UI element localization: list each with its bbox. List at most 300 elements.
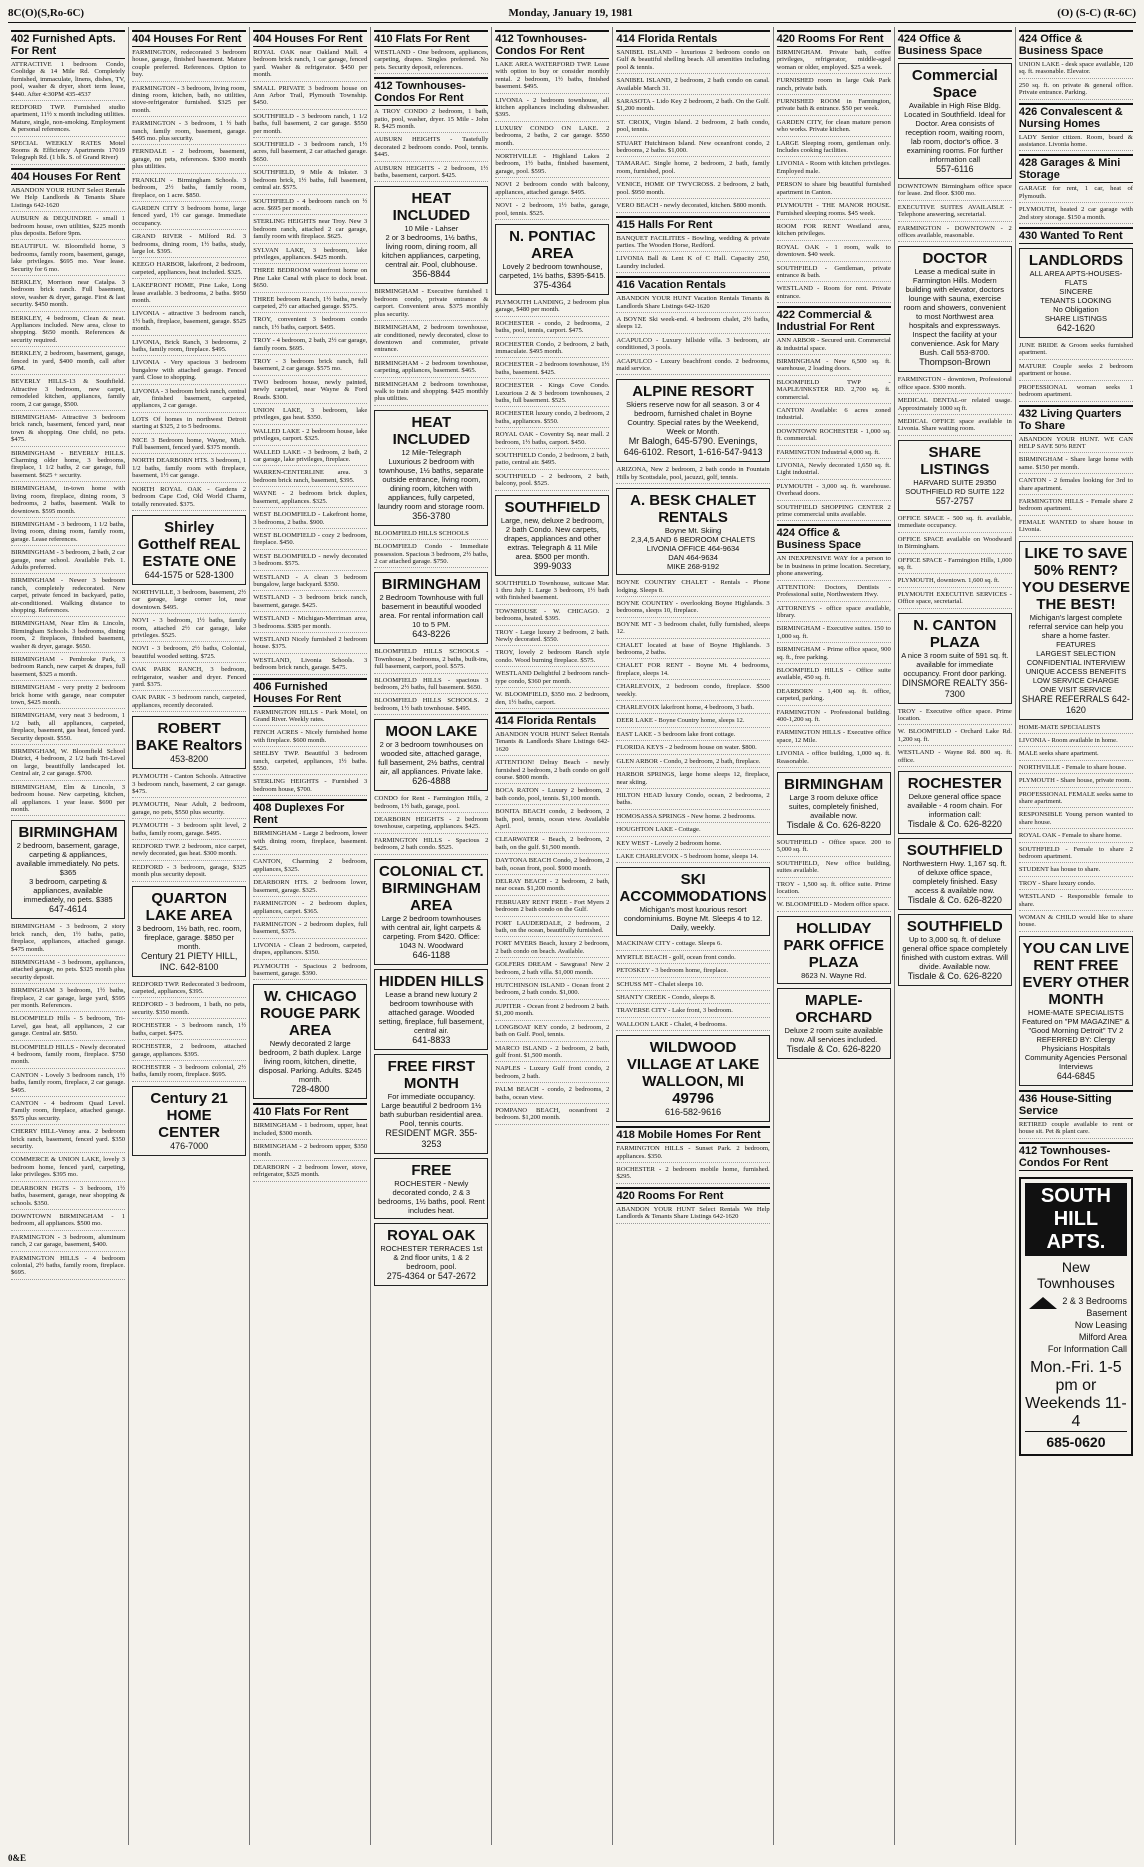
classified-ad: PLYMOUTH EXECUTIVE SERVICES - Office space, secretarial. <box>898 591 1012 609</box>
south-hill-title: SOUTH HILL APTS. <box>1025 1183 1127 1256</box>
classified-ad: BIRMINGHAM - 3 bedroom, 2 story brick ranch, den, 1½ baths, patio, fireplace, appliances, attached garage. $475 month. <box>11 923 125 956</box>
display-ad-line: Deluxe general office space available - 4 room chain. For information call: <box>907 791 1003 819</box>
classified-column <box>1016 27 1136 1845</box>
display-ad-line: CONFIDENTIAL INTERVIEW <box>1026 657 1126 667</box>
display-ad-box <box>132 716 246 769</box>
classified-ad: GRAND RIVER - Milford Rd. 3 bedrooms, dining room, 1½ baths, study, large lot. $395. <box>132 233 246 258</box>
section-heading <box>253 678 367 707</box>
classified-ad: LOTS Of homes in northwest Detroit starting at $325, 2 to 5 bedrooms. <box>132 416 246 434</box>
display-ad-line: Lease a medical suite in Farmington Hills. Modern building with elevator, doctors lounge with sauna, exercise room and showers, convenient to most Northwest area hospitals and expressways. Inspect the facility at your convenience. Ask for Mary Bush. Call 553-8700. <box>903 267 1006 358</box>
classified-ad: NOVI - 3 bedroom, 1½ baths, family room, attached 2½ car garage, lake privileges. $525. <box>132 617 246 642</box>
classified-ad: DEARBORN HGTS - 3 bedroom, 1½ baths, basement, garage, near shopping & schools. $350. <box>11 1185 125 1210</box>
section-title: Office & Business Space <box>776 527 862 552</box>
display-ad-phone: 375-4364 <box>533 279 572 290</box>
south-hill-feature: Basement <box>1086 1307 1127 1318</box>
classified-ad: CANTON, Charming 2 bedroom, appliances, $325. <box>253 858 367 876</box>
classified-ad: BONITA BEACH condo, 2 bedroom, 2 bath, pool, tennis, ocean view. Available April. <box>495 808 609 833</box>
classified-ad: FENCH ACRES - Nicely furnished home with fireplace. $600 month. <box>253 729 367 747</box>
display-ad-phone: Century 21 PIETY HILL, INC. 642-8100 <box>140 950 238 972</box>
classified-ad: PLYMOUTH - 3 bedroom split level, 2 baths, family room, garage. $495. <box>132 822 246 840</box>
classified-column <box>774 27 895 1845</box>
display-ad-title: SHARE LISTINGS <box>920 443 990 478</box>
page-footer: 0&E <box>8 1853 26 1863</box>
classified-ad: WOMAN & CHILD would like to share house. <box>1019 914 1133 932</box>
display-ad-box <box>898 246 1012 372</box>
classified-ad: FURNISHED ROOM in Farmington, private bath & entrance. $50 per week. <box>777 98 891 116</box>
classified-ad: REDFORD - 3 bedroom, 1 bath, no pets, security. $350 month. <box>132 1001 246 1019</box>
classified-ad: LIVONIA, Newly decorated 1,650 sq. ft. Light industrial. <box>777 462 891 480</box>
classified-ad: BIRMINGHAM- Attractive 3 bedroom brick ranch, basement, fenced yard, near town & shopping. One child, no pets. $475. <box>11 414 125 447</box>
classified-ad: SOUTHFIELD, 9 Mile & Inkster. 3 bedroom brick, 1½ baths, full basement, central air. $575. <box>253 169 367 194</box>
classified-ad: SOUTHFIELD - 2 bedroom, 2 bath, balcony, pool. $525. <box>495 473 609 491</box>
classified-ad: CANTON - 4 bedroom Quad Level. Family room, fireplace, attached garage. $575 plus security. <box>11 1100 125 1125</box>
south-hill-feature: 2 & 3 Bedrooms <box>1062 1295 1127 1306</box>
classified-ad: BERKLEY, Morrison near Catalpa. 3 bedroom brick ranch. Full basement, stove, washer & dryer, garage. First & last security. $450 month. <box>11 279 125 312</box>
classified-ad: WESTLAND - A clean 3 bedroom bungalow, large backyard. $350. <box>253 574 367 592</box>
classified-ad: FARMINGTON HILLS - Sunset Park. 2 bedroom, appliances. $350. <box>616 1145 769 1163</box>
display-ad-line: TENANTS LOOKING <box>1040 296 1112 306</box>
classified-ad: KEY WEST - Lovely 2 bedroom home. <box>616 840 769 850</box>
south-hill-phone: 685-0620 <box>1025 1431 1127 1450</box>
classified-ad: ROCHESTER - 3 bedroom colonial, 2½ baths, family room, fireplace. $695. <box>132 1064 246 1082</box>
section-heading <box>1019 227 1133 244</box>
classified-ad: FEBRUARY RENT FREE - Fort Myers 2 bedroom 2 bath condo on the Gulf. <box>495 899 609 917</box>
section-heading <box>616 30 769 47</box>
display-ad-box <box>898 838 1012 910</box>
display-ad-line: LARGEST SELECTION <box>1036 648 1116 658</box>
classified-ad: BIRMINGHAM - BEVERLY HILLS. Charming older home, 3 bedrooms, fireplace, 1 1/2 baths, 2 car garage, full basement. $625 + security. <box>11 450 125 483</box>
classified-ad: FRANKLIN - Birmingham Schools. 3 bedroom, 2½ baths, family room, fireplace, on 1 acre. $850. <box>132 177 246 202</box>
classified-ad: W. BLOOMFIELD, $350 mo. 2 bedroom, den, 1½ baths, carport. <box>495 691 609 709</box>
classified-ad: SCHUSS MT - Chalet sleeps 10. <box>616 981 769 991</box>
display-ad-box <box>616 488 769 575</box>
section-number: 404 <box>132 33 151 45</box>
display-ad-phone: 728-4800 <box>291 1084 330 1095</box>
display-ad-title: MOON LAKE <box>385 723 478 741</box>
classified-ad: MATURE Couple seeks 2 bedroom apartment or house. <box>1019 363 1133 381</box>
section-heading <box>11 168 125 185</box>
display-ad-box <box>495 224 609 295</box>
classified-ad: BIRMINGHAM, Elm & Lincoln, 3 bedroom house. New carpeting, kitchen, all appliances. 1 year lease. $690 per month. <box>11 784 125 817</box>
classified-ad: GOLFERS DREAM - Sawgrass! New 2 bedroom, 2 bath villa. $1,000 month. <box>495 961 609 979</box>
classified-ad: MARCO ISLAND - 2 bedroom, 2 bath, gulf front. $1,500 month. <box>495 1045 609 1063</box>
classified-ad: LIVONIA - Clean 2 bedroom, carpeted, drapes, appliances. $350. <box>253 942 367 960</box>
section-title: Commercial & Industrial For Rent <box>776 309 875 334</box>
display-ad-title: Century 21 HOME CENTER <box>150 1089 228 1141</box>
classified-ad: LARGE Sleeping room, gentleman only. Includes cooking facilities. <box>777 140 891 158</box>
classified-ad: GLEN ARBOR - Condo, 2 bedroom, 2 bath, fireplace. <box>616 758 769 768</box>
classified-ad: SOUTHFIELD - Office space. 200 to 5,000 sq. ft. <box>777 839 891 857</box>
classified-ad: SOUTHFIELD - 3 bedroom ranch, 1 1/2 baths, full basement, 2 car garage. $550 per month. <box>253 113 367 138</box>
classified-ad: BLOOMFIELD HILLS SCHOOLS. 2 bedroom, 1½ bath townhouse. $495. <box>374 697 488 715</box>
display-ad-line: Lovely 2 bedroom townhouse, carpeted, 1½ baths, $395-$415. <box>499 261 606 280</box>
classified-ad: A BOYNE Ski week-end. 4 bedroom chalet, 2½ baths, sleeps 12. <box>616 316 769 334</box>
classified-column <box>371 27 492 1845</box>
section-number: 408 <box>253 802 272 815</box>
classified-ad: WESTLAND - One bedroom, appliances, carpeting, drapes. Singles preferred. No pets. Security deposit, references. <box>374 49 488 74</box>
section-heading <box>1019 154 1133 183</box>
classified-ad: ROCHESTER - 2 bedroom mobile home, furnished. $295. <box>616 1166 769 1184</box>
classified-ad: AUBURN HEIGHTS - 2 bedroom, 1½ baths, basement, carport. $425. <box>374 165 488 183</box>
display-ad-title: FREE <box>411 1161 452 1179</box>
classified-ad: BERKLEY, 2 bedroom, basement, garage, fenced in yard, $400 month, call after 6PM. <box>11 350 125 375</box>
display-ad-line: Michigan's largest complete referral service can help you share a home faster. <box>1028 612 1124 640</box>
display-ad-title: N. CANTON PLAZA <box>913 616 997 651</box>
classified-ad: OAK PARK - 3 bedroom ranch, carpeted, appliances, recently decorated. <box>132 694 246 712</box>
classified-ad: PROFESSIONAL FEMALE seeks same to share apartment. <box>1019 791 1133 809</box>
classified-ad: LIVONIA - Very spacious 3 bedroom bungalow with attached garage. Fenced yard. Close to shopping. <box>132 359 246 384</box>
display-ad-line: LIVONIA OFFICE 464-9634 <box>646 544 740 554</box>
classified-ad: DEARBORN HTS. 2 bedroom lower, basement, garage. $325. <box>253 879 367 897</box>
display-ad-line: 2 bedroom, basement, garage, carpeting & appliances, available immediately. No pets. $365 <box>16 841 120 878</box>
classified-ad: TROY, convenient 3 bedroom condo ranch, 1½ baths, carport. $495. <box>253 316 367 334</box>
display-ad-box <box>11 820 125 919</box>
south-hill-feature: Milford Area <box>1078 1331 1127 1342</box>
classified-ad: LUXURY CONDO ON LAKE. 2 bedrooms, 2 baths, 2 car garage. $550 month. <box>495 125 609 150</box>
section-number: 424 <box>1018 33 1038 45</box>
classified-ad: W. BLOOMFIELD - Modern office space. <box>777 901 891 911</box>
display-ad-line: SINCERE <box>1059 287 1093 297</box>
classified-ad: FARMINGTON - 3 bedroom, 1 ½ bath ranch, family room, basement, garage. $495 mo. plus security. <box>132 120 246 145</box>
classified-ad: CHARLEVOIX lakefront home, 4 bedroom, 3 bath. <box>616 704 769 714</box>
display-ad-line: Lease a brand new luxury 2 bedroom townhouse with attached garage. Wooded setting, fireplace, full basement, central air. <box>378 989 485 1035</box>
classified-ad: WALLED LAKE - 2 bedroom house, lake privileges, carport. $325. <box>253 428 367 446</box>
classified-ad: WESTLAND Delightful 2 bedroom ranch-type condo, $360 per month. <box>495 670 609 688</box>
display-ad-box <box>374 186 488 284</box>
classified-ad: BIRMINGHAM - 3 bedroom, 1 1/2 baths, living room, dining room, family room, garage. Lease references. <box>11 521 125 546</box>
classified-ad: FARMINGTON - downtown, Professional office space. $300 month. <box>898 376 1012 394</box>
classified-ad: REDFORD TWP. 2 bedroom, nice carpet, newly decorated, gas heat. $300 month. <box>132 843 246 861</box>
classified-ad: SMALL PRIVATE 3 bedroom house on Ann Arbor Trail, Plymouth Township. $450. <box>253 85 367 110</box>
display-ad-box <box>132 1086 246 1156</box>
classified-ad: BIRMINGHAM - very pretty 2 bedroom brick home with garage, near computer town, $425 month. <box>11 684 125 709</box>
display-ad-phone: Tisdale & Co. 626-8220 <box>907 818 1002 829</box>
classified-ad: SOUTHFIELD Condo, 2 bedroom, 2 bath, patio, central air. $495. <box>495 452 609 470</box>
section-number: 404 <box>11 170 30 183</box>
classified-ad: JUNE BRIDE & Groom seeks furnished apartment. <box>1019 342 1133 360</box>
display-ad-box <box>777 916 891 984</box>
classified-ad: WESTLAND, Livonia Schools. 3 bedroom brick ranch, garage. $475. <box>253 657 367 675</box>
classified-ad: CLEARWATER - Beach, 2 bedroom, 2 bath, on the gulf. $1,500 month. <box>495 836 609 854</box>
classified-ad: LIVONIA - 2 bedroom townhouse, all kitchen appliances including dishwasher. $395. <box>495 97 609 122</box>
display-ad-phone: 453-8200 <box>170 754 209 765</box>
classified-ad: FURNISHED room in large Oak Park ranch, private bath. <box>777 77 891 95</box>
classified-ad: POMPANO BEACH, oceanfront 2 bedroom. $1,200 month. <box>495 1107 609 1125</box>
classified-ad: TWO bedroom house, newly painted, newly carpeted, near Wayne & Ford Roads. $300. <box>253 379 367 404</box>
display-ad-title: MAPLE-ORCHARD <box>795 991 873 1026</box>
classified-ad: ROCHESTER - 3 bedroom ranch, 1½ baths, carpet. $475. <box>132 1022 246 1040</box>
section-heading <box>1019 1090 1133 1119</box>
section-heading <box>132 30 246 47</box>
display-ad-phone: 647-4614 <box>49 904 88 915</box>
display-ad-title: HEAT INCLUDED <box>392 190 471 225</box>
classified-ad: THREE BEDROOM waterfront home on Pine Lake Canal with place to dock boat. $650. <box>253 267 367 292</box>
columns-container <box>8 27 1136 1845</box>
classified-ad: BIRMINGHAM. Private bath, coffee privileges, refrigerator, middle-aged woman or older, employed. $25 a week. <box>777 49 891 74</box>
section-heading <box>777 306 891 335</box>
section-number: 406 <box>253 680 272 693</box>
display-ad-line: 2 Bedroom Townhouse with full basement in beautiful wooded area. For rental information call 10 to 5 PM. <box>379 593 484 630</box>
classified-ad: FARMINGTON HILLS - Female share 2 bedroom apartment. <box>1019 498 1133 516</box>
section-title: Houses For Rent <box>32 170 121 183</box>
display-ad-title: BIRMINGHAM <box>784 776 884 793</box>
section-number: 412 <box>374 80 393 93</box>
classified-ad: JUPITER - Ocean front 2 bedroom 2 bath. $1,200 month. <box>495 1003 609 1021</box>
classified-ad: WESTLAND - Michigan-Merriman area, 3 bedrooms. $385 per month. <box>253 615 367 633</box>
classified-ad: CANTON - 2 females looking for 3rd to share apartment. <box>1019 477 1133 495</box>
classified-ad: SANIBEL ISLAND - luxurious 2 bedroom condo on Gulf & beautiful shelling beach. All amenities including pool & tennis. <box>616 49 769 74</box>
classified-ad: COMMERCE & UNION LAKE, lovely 3 bedroom home, fenced yard, carpeting, lake privileges. $395 mo. <box>11 1156 125 1181</box>
display-ad-phone: SHARE REFERRALS 642-1620 <box>1021 693 1130 715</box>
classified-ad: ABANDON YOUR HUNT Select Rentals We Help Landlords & Tenants Share Listings 642-1620 <box>11 187 125 212</box>
display-ad-phone: 275-4364 or 547-2672 <box>386 1270 476 1281</box>
classified-ad: ATTRACTIVE 1 bedroom Condo, Coolidge & 14 Mile Rd. Completely furnished, immaculate, linens, dishes, TV, pool, washer & dryer, short term lease, $440. After 4:30PM 435-4537 <box>11 61 125 101</box>
classified-ad: TROY - 3 bedroom brick ranch, full basement, 2 car garage. $575 mo. <box>253 358 367 376</box>
display-ad-line: 2,3,4,5 AND 6 BEDROOM CHALETS <box>630 535 756 545</box>
classified-ad: ST. CROIX, Virgin Island. 2 bedroom, 2 bath condo, pool, tennis. <box>616 119 769 137</box>
classified-ad: WEST BLOOMFIELD - cozy 2 bedroom, fireplace. $450. <box>253 532 367 550</box>
classified-ad: DEARBORN HEIGHTS - 2 bedroom townhouse, carpeting, appliances. $425. <box>374 816 488 834</box>
section-title: Florida Rentals <box>637 33 718 45</box>
display-ad-phone: DINSMORE REALTY 356-7300 <box>901 677 1008 699</box>
classified-ad: TROY - Executive office space. Prime location. <box>898 708 1012 726</box>
section-title: Garages & Mini Storage <box>1018 157 1121 182</box>
classified-ad: FARMINGTON - 3 bedroom, living room, dining room, kitchen, bath, no utilities, stove-refrigerator furnished. $325 per month. <box>132 85 246 118</box>
classified-ad: RETIRED couple available to rent or house sit. Pet & plant care. <box>1019 1121 1133 1139</box>
classified-ad: TOWNHOUSE - W. CHICAGO. 2 bedrooms, heated. $395. <box>495 608 609 626</box>
classified-ad: BEVERLY HILLS-13 & Southfield. Attractive 3 bedroom, new carpet, remodeled kitchen, appliances, family room, 2 car garage, $500. <box>11 378 125 411</box>
display-ad-line: FEATURES <box>1056 639 1096 649</box>
display-ad-line: Boyne Mt. Skiing <box>664 526 722 536</box>
south-hill-subtitle: New Townhouses <box>1036 1258 1115 1291</box>
classified-ad: BLOOMFIELD HILLS SCHOOLS <box>374 530 488 540</box>
classified-ad: STERLING HEIGHTS - Furnished 3 bedroom house, $700. <box>253 778 367 796</box>
section-title: House-Sitting Service <box>1018 1092 1112 1117</box>
display-ad-box <box>132 886 246 977</box>
display-ad-box <box>777 772 891 835</box>
classified-ad: 250 sq. ft. on private & general office. Private entrance. Parking. <box>1019 82 1133 100</box>
display-ad-box <box>616 379 769 462</box>
section-title: Living Quarters To Share <box>1018 407 1122 432</box>
display-ad-title: SKI ACCOMMODATIONS <box>619 871 767 906</box>
display-ad-line: Available in High Rise Bldg. Located in Southfield. Ideal for Doctor. Area consists of reception room, waiting room, lab room, doctor's office. 3 examining rooms. For further information call <box>904 101 1006 164</box>
display-ad-title: ROCHESTER <box>907 774 1002 792</box>
south-hill-feature: For Information Call <box>1047 1343 1127 1354</box>
classified-ad: BOYNE COUNTRY CHALET - Rentals - Phone lodging. Sleeps 8. <box>616 579 769 597</box>
section-heading <box>777 524 891 553</box>
classified-ad: BLOOMFIELD HILLS - Office suite available, 450 sq. ft. <box>777 667 891 685</box>
section-number: 414 <box>495 714 514 727</box>
classified-ad: BIRMINGHAM - Pembroke Park, 3 bedroom Ranch, new carpet & drapes, full basement, $325 a month. <box>11 656 125 681</box>
classified-ad: ROCHESTER - Kings Cove Condo. Luxurious 2 & 3 bedroom townhouses, 2 baths, full basement. $525. <box>495 382 609 407</box>
classified-ad: ACAPULCO - Luxury hillside villa. 3 bedroom, air conditioned, 3 pools. <box>616 337 769 355</box>
display-ad-line: 10 Mile - Lahser <box>404 224 459 234</box>
classified-ad: PETOSKEY - 3 bedroom home, fireplace. <box>616 967 769 977</box>
display-ad-title: SOUTHFIELD <box>906 917 1003 935</box>
section-heading <box>495 30 609 59</box>
classified-column <box>129 27 250 1845</box>
classified-ad: LIVONIA, Brick Ranch, 3 bedrooms, 2 baths, family room, fireplace. $495. <box>132 339 246 357</box>
classified-ad: SOUTHFIELD SHOPPING CENTER 2 prime commercial units available. <box>777 504 891 522</box>
classified-ad: BIRMINGHAM - 2 bedroom upper, $350 month. <box>253 1143 367 1161</box>
display-ad-box <box>374 969 488 1050</box>
classified-ad: BLOOMFIELD HILLS SCHOOLS - Townhouse, 2 bedrooms, 2 baths, built-ins, full basement, carport, pool. $575. <box>374 648 488 673</box>
section-title: Flats For Rent <box>274 1106 349 1119</box>
display-ad-line: UNIQUE ACCESS BENEFITS <box>1025 666 1127 676</box>
section-title: Houses For Rent <box>153 33 242 45</box>
page-header <box>8 6 1136 23</box>
display-ad-title: SOUTHFIELD <box>504 498 601 516</box>
display-ad-line: REFERRED BY: Clergy Physicians Hospitals Community Agencies Personal Interviews <box>1024 1034 1127 1071</box>
display-ad-phone: 642-1620 <box>1056 323 1095 334</box>
classified-ad: BLOOMFIELD Condo - Immediate possession. Spacious 3 bedroom, 2½ baths, 2 car attached garage. $750. <box>374 543 488 568</box>
section-number: 424 <box>897 33 917 45</box>
classified-ad: CANTON - Lovely 3 bedroom ranch, 1½ baths, family room, fireplace, 2 car garage. $495. <box>11 1072 125 1097</box>
display-ad-phone: Tisdale & Co. 626-8220 <box>907 970 1002 981</box>
display-ad-title: BIRMINGHAM <box>381 576 481 594</box>
display-ad-phone: 356-3780 <box>412 510 451 521</box>
classified-ad: BIRMINGHAM - Share large home with same. $150 per month. <box>1019 456 1133 474</box>
section-heading <box>1019 405 1133 434</box>
display-ad-box <box>374 719 488 791</box>
classified-ad: GARAGE for rent, 1 car, heat of Plymouth. <box>1019 185 1133 203</box>
classified-ad: BIRMINGHAM, W. Bloomfield School District, 4 bedroom, 2 1/2 bath Tri-Level on large, beautifully landscaped lot. Central air, 2 car garage. $700. <box>11 748 125 781</box>
classified-ad: PROFESSIONAL woman seeks 1 bedroom apartment. <box>1019 384 1133 402</box>
classified-ad: DEER LAKE - Boyne Country home, sleeps 12. <box>616 717 769 727</box>
classified-ad: FORT MYERS Beach, luxury 2 bedroom, 2 bath condo on beach. Available. <box>495 940 609 958</box>
south-hill-feature: Now Leasing <box>1074 1319 1127 1330</box>
section-title: Duplexes For Rent <box>253 802 345 827</box>
classified-ad: AN INEXPENSIVE WAY for a person to be in business in prime location. Secretary, phone answering. <box>777 555 891 580</box>
display-ad-line: Newly decorated 2 large bedroom, 2 bath duplex. Large living room, kitchen, dinette, disposal. Parking. Adults. $245 month. <box>258 1039 362 1085</box>
classified-ad: DAYTONA BEACH Condo, 2 bedroom, 2 bath, ocean front, pool. $900 month. <box>495 857 609 875</box>
classified-ad: BIRMINGHAM - 2 bedroom townhouse, carpeting, appliances, basement. $465. <box>374 360 488 378</box>
classified-ad: FARMINGTON - 3 bedroom, aluminum ranch, 2 car garage, basement, $400. <box>11 1234 125 1252</box>
classified-ad: FERNDALE - 2 bedroom, basement, garage, no pets, references. $300 month plus utilities. <box>132 148 246 173</box>
classified-ad: PLYMOUTH - Canton Schools. Attractive 3 bedroom ranch, basement, 2 car garage. $475. <box>132 773 246 798</box>
display-ad-line: 8623 N. Wayne Rd. <box>801 970 867 980</box>
classified-ad: TRAVERSE CITY - Lake front, 3 bedroom. <box>616 1007 769 1017</box>
display-ad-title: HIDDEN HILLS <box>378 972 484 990</box>
classified-ad: STERLING HEIGHTS near Troy. New 3 bedroom ranch, attached 2 car garage, family room with fireplace. $625. <box>253 218 367 243</box>
classified-ad: ATTENTION! Delray Beach - newly furnished 2 bedroom, 2 bath condo on golf course. $800 month. <box>495 759 609 784</box>
section-number: 416 <box>616 279 635 292</box>
classified-ad: NOVI - 3 bedroom, 2½ baths, Colonial, beautiful wooded setting. $725. <box>132 645 246 663</box>
display-ad-phone: 626-4888 <box>412 776 451 787</box>
classified-ad: MALE seeks share apartment. <box>1019 750 1133 760</box>
classified-ad: NORTH ROYAL OAK - Gardens 2 bedroom Cape Cod, Old World Charm, totally renovated. $375. <box>132 486 246 511</box>
classified-ad: PERSON to share big beautiful furnished apartment in Canton. <box>777 181 891 199</box>
section-heading <box>616 276 769 293</box>
display-ad-line: Featured on "PM MAGAZINE" & "Good Morning Detroit" TV 2 <box>1022 1016 1130 1035</box>
display-ad-box <box>1019 248 1133 338</box>
classified-ad: SOUTHFIELD - Gentleman, private entrance & bath. <box>777 265 891 283</box>
display-ad-box <box>374 1158 488 1219</box>
classified-ad: LIVONIA - office building, 1,000 sq. ft. Reasonable. <box>777 750 891 768</box>
classified-ad: THREE bedroom Ranch, 1½ baths, newly carpeted, 2½ car attached garage. $575. <box>253 296 367 314</box>
classified-ad: EAST LAKE - 3 bedroom lake front cottage. <box>616 731 769 741</box>
classified-ad: BOYNE COUNTRY - overlooking Boyne Highlands. 3 bedrooms, sleeps 10, fireplace. <box>616 600 769 618</box>
display-ad-box <box>374 410 488 526</box>
classified-ad: GARDEN CITY, for clean mature person who works. Private kitchen. <box>777 119 891 137</box>
classified-ad: BIRMINGHAM, 2 bedroom townhouse, air conditioned, newly decorated, close to downtown and commuter, private entrance. <box>374 324 488 357</box>
display-ad-phone: 644-6845 <box>1056 1070 1095 1081</box>
display-ad-phone: 616-582-9616 <box>665 1107 722 1118</box>
classified-ad: WESTLAND Nicely furnished 2 bedroom house. $375. <box>253 636 367 654</box>
classified-ad: OFFICE SPACE - Farmington Hills, 1,000 sq. ft. <box>898 557 1012 575</box>
classified-ad: ABANDON YOUR HUNT Vacation Rentals Tenants & Landlords Share Listings 642-1620 <box>616 295 769 313</box>
display-ad-line: 3 bedroom, 1½ bath, rec. room, fireplace, garage. $850 per month. <box>136 923 242 951</box>
section-heading <box>495 712 609 729</box>
classified-ad: PLYMOUTH, downtown. 1,600 sq. ft. <box>898 577 1012 587</box>
classified-ad: WESTLAND - Responsible female to share. <box>1019 893 1133 911</box>
display-ad-title: A. BESK CHALET RENTALS <box>630 492 756 527</box>
classified-ad: OFFICE SPACE - 500 sq. ft. available, immediate occupancy. <box>898 515 1012 533</box>
section-title: Townhouses-Condos For Rent <box>374 80 466 105</box>
classified-ad: BOYNE MT - 3 bedroom chalet, fully furnished, sleeps 12. <box>616 621 769 639</box>
classified-ad: KEEGO HARBOR, lakefront, 2 bedroom, carpeted, appliances, heat included. $325. <box>132 261 246 279</box>
classified-ad: GARDEN CITY 3 bedroom home, large fenced yard, 1½ car garage. Immediate occupancy. <box>132 205 246 230</box>
classified-ad: BOCA RATON - Luxury 2 bedroom, 2 bath condo, pool, tennis. $1,100 month. <box>495 787 609 805</box>
classified-ad: NOVI 2 bedroom condo with balcony, appliances, attached garage. $495. <box>495 181 609 199</box>
classified-column <box>8 27 129 1845</box>
display-ad-title: Commercial Space <box>911 67 998 101</box>
section-number: 430 <box>1018 230 1038 243</box>
classified-ad: FORT LAUDERDALE, 2 bedroom, 2 bath, on the ocean, beautifully furnished. <box>495 920 609 938</box>
classified-ad: BLOOMFIELD TWP - MAPLE/INKSTER RD. 2,700 sq. ft. commercial. <box>777 379 891 404</box>
section-heading <box>1019 30 1133 59</box>
classified-ad: ATTENTION: Doctors, Dentists - Professional suite, Northwestern Hwy. <box>777 584 891 602</box>
classified-ad: FARMINGTON - Professional building. 400-1,200 sq. ft. <box>777 709 891 727</box>
display-ad-line: 2 or 3 bedroom townhouses on wooded site, attached garage, full basement, 2½ baths, central air, all appliances. Private lake. <box>378 740 485 777</box>
classified-ad: WESTLAND - 3 bedroom brick ranch, basement, garage. $425. <box>253 594 367 612</box>
section-number: 412 <box>495 33 514 45</box>
classified-ad: BIRMINGHAM - Large 2 bedroom, lower with dining room, fireplace, basement. $425. <box>253 830 367 855</box>
section-heading <box>11 30 125 59</box>
classified-ad: HARBOR SPRINGS, large home sleeps 12, fireplace, near skiing. <box>616 771 769 789</box>
classified-ad: BIRMINGHAM 3 bedroom, 1½ baths, fireplace, 2 car garage, large yard, $595 per month. References. <box>11 987 125 1012</box>
section-number: 432 <box>1018 407 1038 420</box>
section-heading <box>374 30 488 47</box>
display-ad-title: HOLLIDAY PARK OFFICE PLAZA <box>783 919 884 971</box>
display-ad-box <box>374 1054 488 1154</box>
classified-ad: ATTORNEYS - office space available, library. <box>777 605 891 623</box>
classified-ad: OFFICE SPACE available on Woodward in Birmingham. <box>898 536 1012 554</box>
classified-ad: NOVI - 2 bedroom, 1½ baths, garage, pool, tennis. $525. <box>495 202 609 220</box>
display-ad-line: 12 Mile-Telegraph <box>401 447 462 457</box>
section-number: 436 <box>1018 1092 1038 1105</box>
classified-ad: ABANDON YOUR HUNT Select Rentals We Help Landlords & Tenants Share Listings 642-1620 <box>616 1206 769 1224</box>
display-ad-title: LANDLORDS <box>1028 252 1123 270</box>
classified-ad: HUTCHINSON ISLAND - Ocean front 2 bedroom, 2 bath condo. $1,000. <box>495 982 609 1000</box>
classified-ad: CANTON Available: 6 acres zoned industrial. <box>777 407 891 425</box>
classified-ad: HOUGHTON LAKE - Cottage. <box>616 826 769 836</box>
display-ad-line: Up to 3,000 sq. ft. of deluxe general office space completely finished with custom extras. Will divide. Available now. <box>901 934 1008 971</box>
classified-ad: RESPONSIBLE Young person wanted to share house. <box>1019 811 1133 829</box>
display-ad-line: A nice 3 room suite of 591 sq. ft. available for immediate occupancy. Front door parking. <box>901 650 1009 678</box>
classified-ad: BIRMINGHAM - 3 bedroom, appliances, attached garage, no pets. $325 month plus security deposit. <box>11 959 125 984</box>
classified-ad: TROY - 1,500 sq. ft. office suite. Prime location. <box>777 881 891 899</box>
display-ad-box <box>898 771 1012 834</box>
section-heading <box>253 799 367 828</box>
display-ad-line: Large 2 bedroom townhouses with central air, light carpets & carpeting. From $420. Office: 1043 N. Woodward <box>381 913 482 950</box>
classified-ad: WARREN-CENTERLINE area. 3 bedroom brick ranch, basement, $395. <box>253 469 367 487</box>
classified-ad: ROYAL OAK - Female to share home. <box>1019 832 1133 842</box>
classified-ad: BANQUET FACILITIES - Bowling, wedding & private parties. The Wooden Horse, Redford. <box>616 235 769 253</box>
section-title: Mobile Homes For Rent <box>637 1129 761 1142</box>
classified-ad: BIRMINGHAM - Prime office space, 900 sq. ft., free parking. <box>777 646 891 664</box>
classified-ad: DOWNTOWN BIRMINGHAM - 1 bedroom, all appliances. $500 mo. <box>11 1213 125 1231</box>
